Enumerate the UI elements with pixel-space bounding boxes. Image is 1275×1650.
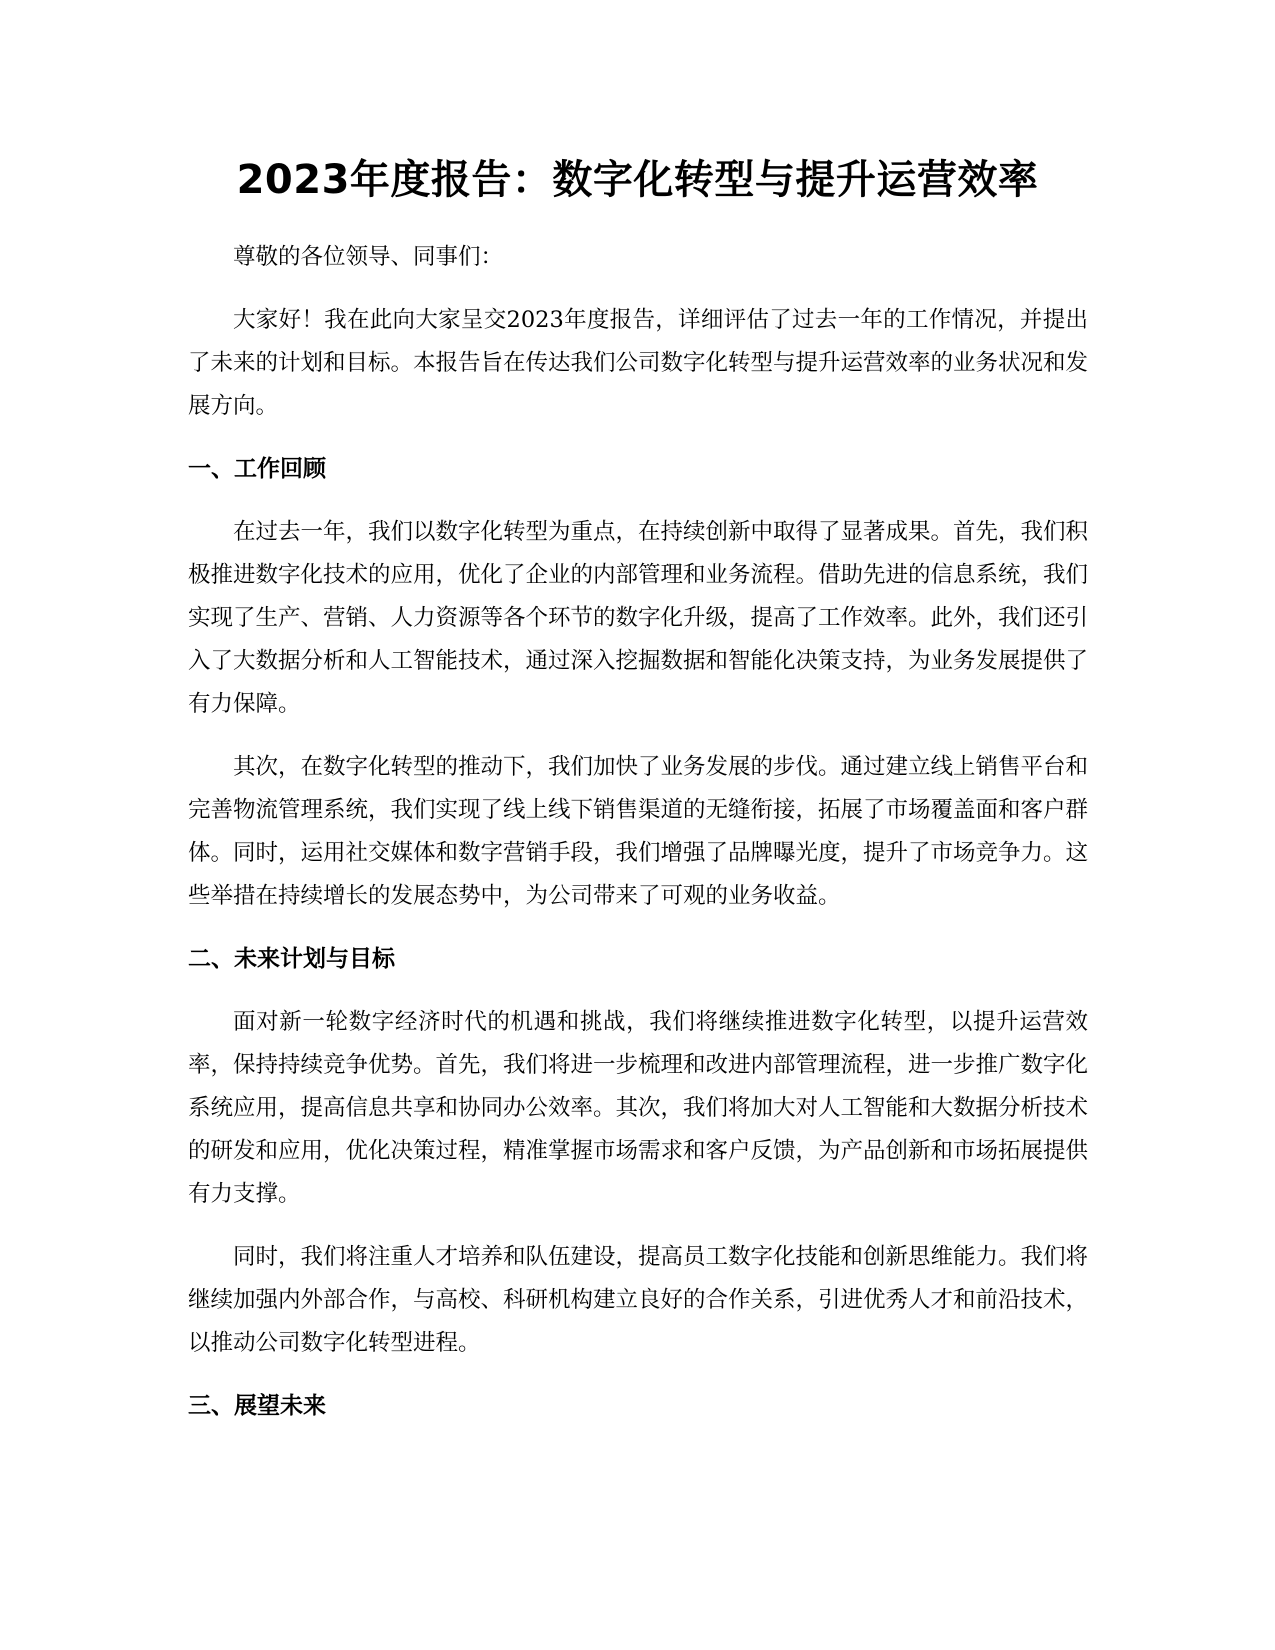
document-title: 2023年度报告：数字化转型与提升运营效率: [236, 157, 1039, 203]
document-body: [188, 236, 1088, 1448]
body-paragraph: 同时，我们将注重人才培养和队伍建设，提高员工数字化技能和创新思维能力。我们将继续加强内外部合作，与高校、科研机构建立良好的合作关系，引进优秀人才和前沿技术，以推动公司数字化转型进程。: [188, 1244, 1089, 1356]
body-paragraph: 面对新一轮数字经济时代的机遇和挑战，我们将继续推进数字化转型，以提升运营效率，保持持续竞争优势。首先，我们将进一步梳理和改进内部管理流程，进一步推广数字化系统应用，提高信息共享和协同办公效率。其次，我们将加大对人工智能和大数据分析技术的研发和应用，优化决策过程，精准掌握市场需求和客户反馈，为产品创新和市场拓展提供有力支撑。: [188, 1009, 1089, 1207]
intro-paragraph: 大家好！我在此向大家呈交2023年度报告，详细评估了过去一年的工作情况，并提出了未来的计划和目标。本报告旨在传达我们公司数字化转型与提升运营效率的业务状况和发展方向。: [188, 307, 1089, 419]
section-outlook: [188, 1385, 1088, 1428]
section-heading: 一、工作回顾: [188, 456, 326, 482]
section-work-review: [188, 448, 1088, 918]
section-heading: 三、展望未来: [188, 1393, 326, 1419]
section-future-plans: [188, 938, 1088, 1365]
body-paragraph: 在过去一年，我们以数字化转型为重点，在持续创新中取得了显著成果。首先，我们积极推进数字化技术的应用，优化了企业的内部管理和业务流程。借助先进的信息系统，我们实现了生产、营销、人力资源等各个环节的数字化升级，提高了工作效率。此外，我们还引入了大数据分析和人工智能技术，通过深入挖掘数据和智能化决策支持，为业务发展提供了有力保障。: [188, 519, 1089, 717]
greeting-paragraph: 尊敬的各位领导、同事们：: [233, 244, 504, 270]
section-heading: 二、未来计划与目标: [188, 946, 395, 972]
body-paragraph: 其次，在数字化转型的推动下，我们加快了业务发展的步伐。通过建立线上销售平台和完善物流管理系统，我们实现了线上线下销售渠道的无缝衔接，拓展了市场覆盖面和客户群体。同时，运用社交媒体和数字营销手段，我们增强了品牌曝光度，提升了市场竞争力。这些举措在持续增长的发展态势中，为公司带来了可观的业务收益。: [188, 754, 1089, 909]
